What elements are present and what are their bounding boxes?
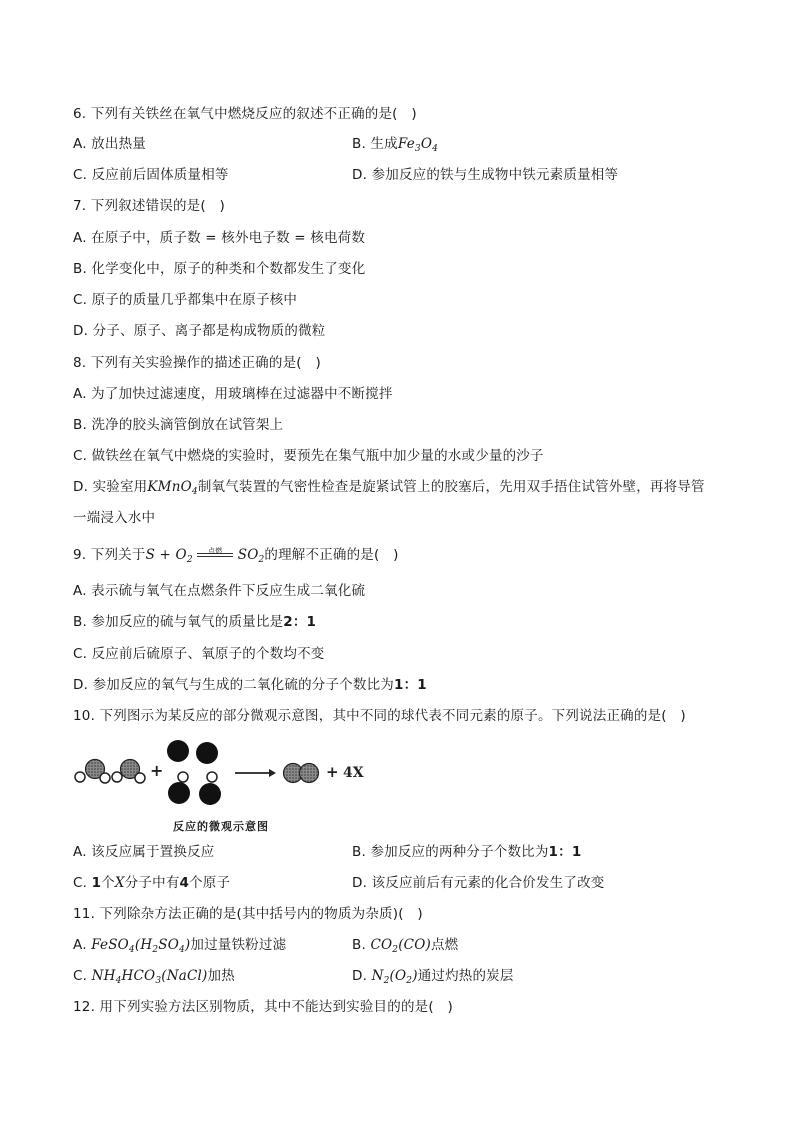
product-molecule: [284, 764, 319, 783]
question-10-stem: 10. 下列图示为某反应的部分微观示意图，其中不同的球代表不同元素的原子。下列说法正确的是( ): [73, 708, 686, 724]
question-6-stem: 6. 下列有关铁丝在氧气中燃烧反应的叙述不正确的是( ): [73, 106, 417, 122]
question-11-stem: 11. 下列除杂方法正确的是(其中括号内的物质为杂质)( ): [73, 906, 423, 922]
question-8-option-b: B. 洗净的胶头滴管倒放在试管架上: [73, 417, 284, 433]
question-9-stem: 9. 下列关于$S + O_2$ 点燃 $SO_2$的理解不正确的是( ): [73, 547, 399, 565]
question-8-option-c: C. 做铁丝在氧气中燃烧的实验时，要预先在集气瓶中加少量的水或少量的沙子: [73, 448, 544, 464]
question-10-option-d: D. 该反应前后有元素的化合价发生了改变: [352, 875, 605, 891]
question-10-option-b: B. 参加反应的两种分子个数比为1：1: [352, 844, 582, 860]
reactant-molecule-1: [75, 760, 110, 784]
question-11-option-c: C. $NH_4HCO_3(NaCl)$加热: [73, 968, 235, 986]
question-7-option-c: C. 原子的质量几乎都集中在原子核中: [73, 292, 298, 308]
reaction-condition-arrow: 点燃: [197, 549, 233, 557]
question-6-option-d: D. 参加反应的铁与生成物中铁元素质量相等: [352, 167, 619, 183]
reactant-molecule-3: [167, 740, 221, 805]
diagram-caption: 反应的微观示意图: [173, 820, 269, 833]
reaction-diagram-svg: [73, 738, 403, 816]
question-9-option-a: A. 表示硫与氧气在点燃条件下反应生成二氧化硫: [73, 583, 366, 599]
question-8-option-d: D. 实验室用KMnO$_4$制氧气装置的气密性检查是旋紧试管上的胶塞后，先用双手捂住试管外壁，再将导管: [73, 479, 705, 497]
reactant-molecule-2: [112, 760, 145, 784]
question-9-option-b: B. 参加反应的硫与氧气的质量比是2：1: [73, 614, 317, 630]
plus-sign-1: +: [150, 761, 164, 780]
question-9-option-d: D. 参加反应的氧气与生成的二氧化硫的分子个数比为1：1: [73, 677, 427, 693]
question-6-option-c: C. 反应前后固体质量相等: [73, 167, 229, 183]
question-10-option-c: C. 1个X分子中有4个原子: [73, 875, 231, 891]
question-8-option-d-continued: 一端浸入水中: [73, 510, 156, 526]
reaction-arrow: [235, 769, 276, 777]
question-12-stem: 12. 用下列实验方法区别物质，其中不能达到实验目的的是( ): [73, 999, 453, 1015]
question-7-option-b: B. 化学变化中，原子的种类和个数都发生了变化: [73, 261, 366, 277]
question-6-option-a: A. 放出热量: [73, 136, 146, 152]
question-8-stem: 8. 下列有关实验操作的描述正确的是( ): [73, 355, 321, 371]
question-7-option-a: A. 在原子中，质子数 = 核外电子数 = 核电荷数: [73, 230, 366, 246]
product-4x-label: 4X: [343, 765, 364, 781]
question-10-option-a: A. 该反应属于置换反应: [73, 844, 215, 860]
question-11-option-b: B. $CO_2(CO)$点燃: [352, 937, 459, 955]
question-11-option-d: D. $N_2(O_2)$通过灼热的炭层: [352, 968, 514, 986]
question-7-stem: 7. 下列叙述错误的是( ): [73, 198, 226, 214]
question-6-option-b: B. 生成$Fe_3O_4$: [352, 136, 439, 154]
question-7-option-d: D. 分子、原子、离子都是构成物质的微粒: [73, 323, 326, 339]
question-9-option-c: C. 反应前后硫原子、氧原子的个数均不变: [73, 646, 325, 662]
plus-sign-2: +: [326, 763, 339, 781]
reaction-micro-diagram: [73, 738, 403, 833]
question-11-option-a: A. $FeSO_4(H_2SO_4)$加过量铁粉过滤: [73, 937, 287, 955]
question-8-option-a: A. 为了加快过滤速度，用玻璃棒在过滤器中不断搅拌: [73, 386, 393, 402]
